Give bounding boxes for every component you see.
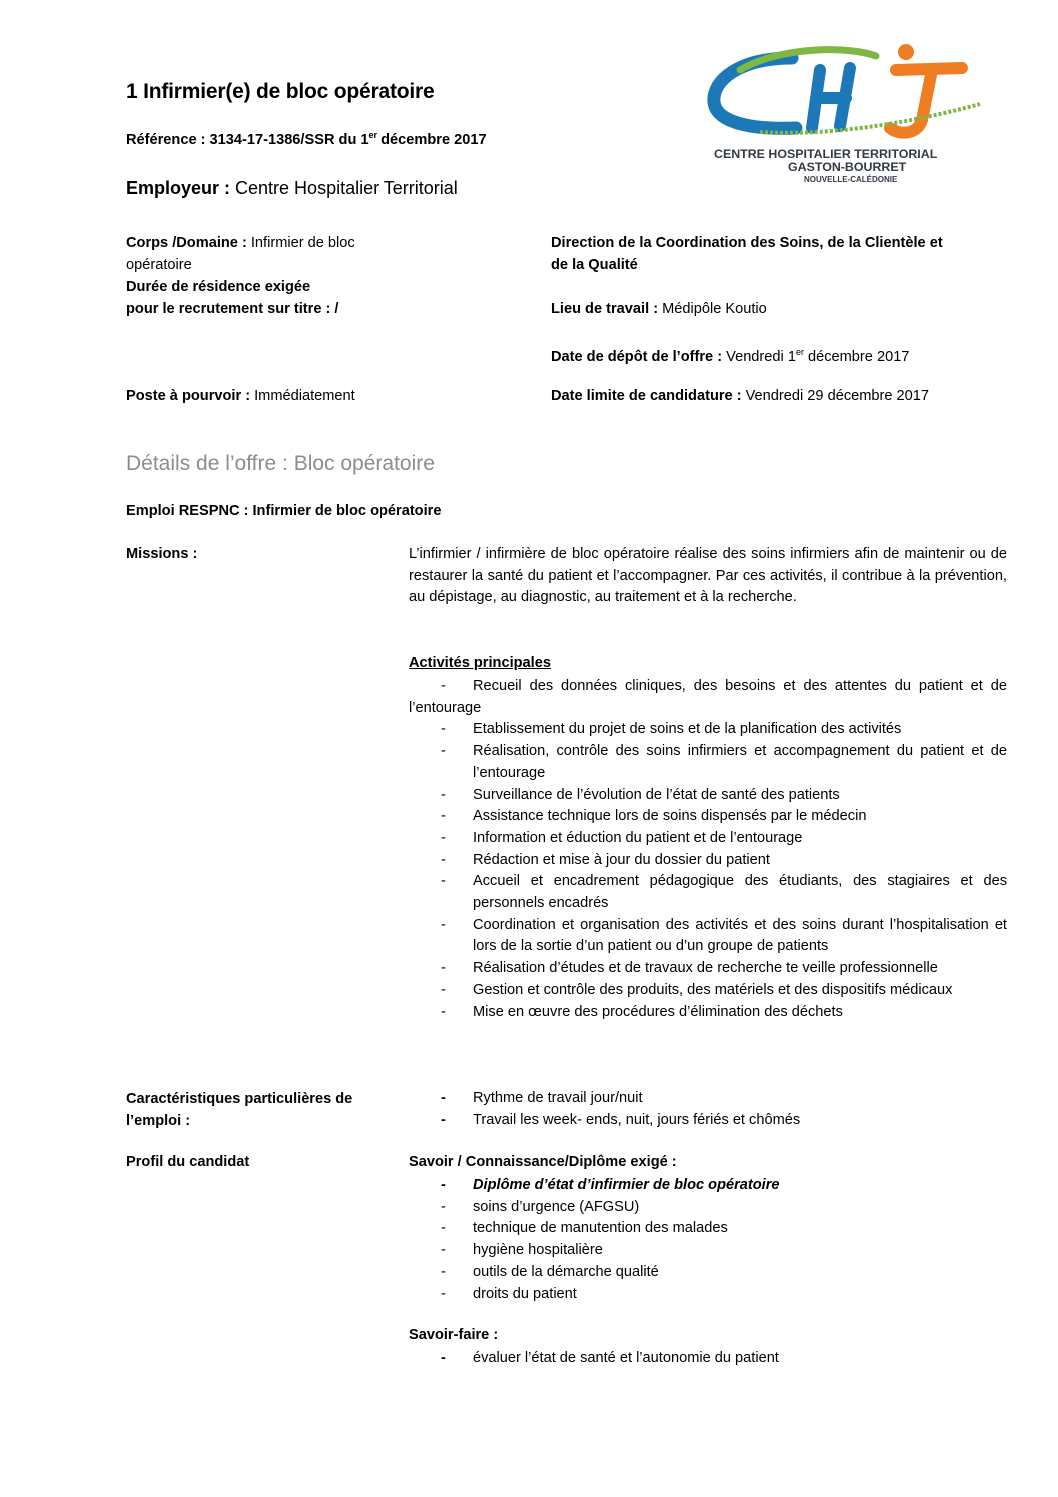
logo-h-letter xyxy=(812,68,850,128)
limite-label: Date limite de candidature : xyxy=(551,388,742,404)
list-item: - Surveillance de l’évolution de l’état de santé des patients xyxy=(409,785,1007,807)
savoir-title: Savoir / Connaissance/Diplôme exigé : xyxy=(409,1154,677,1170)
list-item: - Coordination et organisation des activités et des soins durant l’hospitalisation et lors de la sortie d’un patient ou d’un groupe de patients xyxy=(409,915,1007,958)
logo-line-1: CENTRE HOSPITALIER TERRITORIAL xyxy=(714,147,938,161)
list-item: - Etablissement du projet de soins et de la planification des activités xyxy=(409,719,1007,741)
depot-value-1: Vendredi 1 xyxy=(722,348,796,365)
corps-label: Corps /Domaine : xyxy=(126,235,247,251)
profil-label: Profil du candidat xyxy=(126,1154,250,1170)
reference-sup: er xyxy=(368,130,378,140)
list-item: - Accueil et encadrement pédagogique des étudiants, des stagiaires et des personnels encadrés xyxy=(409,871,1007,914)
missions-label: Missions : xyxy=(126,546,198,562)
activities-title: Activités principales xyxy=(409,655,551,671)
savoir-list xyxy=(409,1175,1007,1305)
reference-prefix: Référence : 3134-17-1386/SSR du 1 xyxy=(126,131,369,148)
poste-a-pourvoir xyxy=(126,385,386,407)
date-depot xyxy=(551,341,981,368)
list-item: - outils de la démarche qualité xyxy=(409,1262,1007,1284)
list-item: - Mise en œuvre des procédures d’élimination des déchets xyxy=(409,1002,1007,1024)
duree-label-1: Durée de résidence exigée xyxy=(126,279,311,295)
direction-line-1: Direction de la Coordination des Soins, de la Clientèle et xyxy=(551,235,943,251)
missions-text: L’infirmier / infirmière de bloc opératoire réalise des soins infirmiers afin de maintenir ou de restaurer la santé du patient et l’accompagner. Par ces activités, il contribue à la prévention, au dépistage, au diagnostic, au traitement et à la recherche. xyxy=(409,546,1007,606)
direction-line-2: de la Qualité xyxy=(551,257,638,273)
list-item: - hygiène hospitalière xyxy=(409,1240,1007,1262)
list-item: - évaluer l’état de santé et l’autonomie du patient xyxy=(409,1348,1007,1370)
list-item: - droits du patient xyxy=(409,1284,1007,1306)
hospital-logo xyxy=(700,40,990,190)
activities-list xyxy=(409,676,1007,1023)
corps-value: Infirmier de bloc opératoire xyxy=(126,235,355,273)
lieu-value: Médipôle Koutio xyxy=(658,301,767,317)
logo-blue-arc xyxy=(714,58,796,128)
page-title: 1 Infirmier(e) de bloc opératoire xyxy=(126,80,435,103)
depot-label: Date de dépôt de l’offre : xyxy=(551,348,723,365)
corps-domaine xyxy=(126,232,386,276)
caracteristiques-list xyxy=(409,1088,1007,1131)
list-item: - Information et éduction du patient et de l’entourage xyxy=(409,828,1007,850)
reference-suffix: décembre 2017 xyxy=(377,131,487,148)
emploi-respnc: Emploi RESPNC : Infirmier de bloc opératoire xyxy=(126,503,442,519)
list-item: - Travail les week- ends, nuit, jours fériés et chômés xyxy=(409,1110,1007,1132)
poste-label: Poste à pourvoir : xyxy=(126,388,251,404)
caracteristiques-label-1: Caractéristiques particulières de xyxy=(126,1091,353,1107)
list-item: - Réalisation d’études et de travaux de recherche te veille professionnelle xyxy=(409,958,1007,980)
savoir-faire-title: Savoir-faire : xyxy=(409,1327,499,1343)
date-limite xyxy=(551,385,981,407)
depot-sup: er xyxy=(795,347,804,357)
details-title: Détails de l’offre : Bloc opératoire xyxy=(126,452,435,475)
list-item: - Réalisation, contrôle des soins infirmiers et accompagnement du patient et de l’entourage xyxy=(409,741,1007,784)
lieu-de-travail xyxy=(551,298,981,320)
list-item: - Gestion et contrôle des produits, des matériels et des dispositifs médicaux xyxy=(409,980,1007,1002)
caracteristiques-label-2: l’emploi : xyxy=(126,1113,191,1129)
limite-value: Vendredi 29 décembre 2017 xyxy=(741,388,930,404)
logo-line-2: GASTON-BOURRET xyxy=(788,160,907,174)
list-item: - technique de manutention des malades xyxy=(409,1218,1007,1240)
duree-label-2: pour le recrutement sur titre : / xyxy=(126,301,339,317)
poste-value: Immédiatement xyxy=(250,388,355,404)
reference-line xyxy=(126,130,487,148)
list-item: - Recueil des données cliniques, des besoins et des attentes du patient et de l’entourage xyxy=(409,676,1007,719)
list-item: - Assistance technique lors de soins dispensés par le médecin xyxy=(409,806,1007,828)
employer-label: Employeur : xyxy=(126,178,231,198)
list-item: - Rythme de travail jour/nuit xyxy=(409,1088,1007,1110)
lieu-label: Lieu de travail : xyxy=(551,301,659,317)
depot-value-2: décembre 2017 xyxy=(803,348,910,365)
list-item: - Diplôme d’état d’infirmier de bloc opératoire xyxy=(409,1175,1007,1197)
employer-line xyxy=(126,178,458,199)
list-item: - soins d’urgence (AFGSU) xyxy=(409,1197,1007,1219)
employer-value: Centre Hospitalier Territorial xyxy=(230,178,458,198)
list-item: - Rédaction et mise à jour du dossier du patient xyxy=(409,850,1007,872)
savoir-faire-list xyxy=(409,1348,1007,1370)
logo-orange-dot xyxy=(898,44,914,60)
logo-line-3: NOUVELLE-CALÉDONIE xyxy=(804,175,898,184)
